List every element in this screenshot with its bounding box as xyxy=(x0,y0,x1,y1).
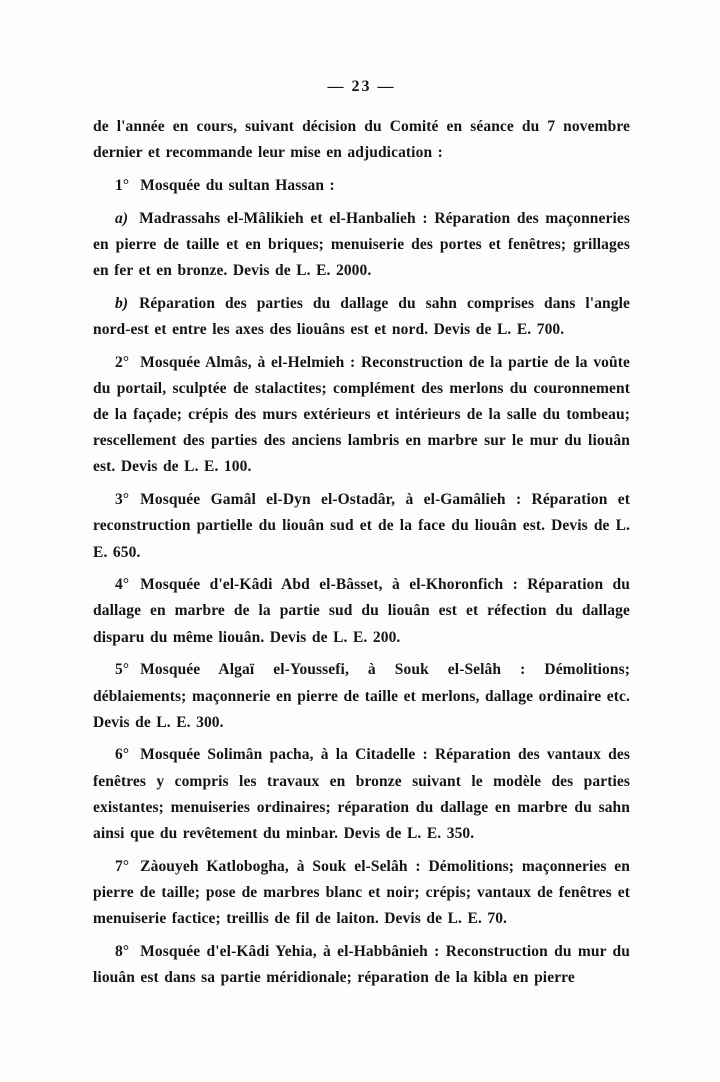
item-label: 3° xyxy=(115,491,130,509)
list-item-b xyxy=(93,291,630,343)
list-item-8 xyxy=(93,939,630,991)
item-label: 5° xyxy=(115,661,130,679)
list-item-5 xyxy=(93,657,630,736)
paragraph-text: Mosquée Algaï el-Youssefi, à Souk el-Selâh : Démolitions; déblaiements; maçonnerie en pierre de taille et merlons, dallage ordinaire etc. Devis de L. E. 300. xyxy=(93,661,630,731)
list-item-7 xyxy=(93,854,630,933)
list-item-a xyxy=(93,206,630,285)
paragraph-text: Mosquée Almâs, à el-Helmieh : Reconstruction de la partie de la voûte du portail, sculptée de stalactites; complément des merlons du couronnement de la façade; crépis des murs extérieurs et intérieurs de la salle du tombeau; rescellement des parties des anciens lambris en marbre sur le mur du liouân est. Devis de L. E. 100. xyxy=(93,353,630,476)
item-label: 6° xyxy=(115,746,130,764)
paragraph-text: Madrassahs el-Mâlikieh et el-Hanbalieh : Réparation des maçonneries en pierre de taille et en briques; menuiserie des portes et fenêtres; grillages en fer et en bronze. Devis de L. E. 2000. xyxy=(93,209,630,280)
item-label: 7° xyxy=(115,857,130,875)
list-item-4 xyxy=(93,572,630,651)
item-label: a) xyxy=(115,209,129,227)
paragraph-text: Mosquée d'el-Kâdi Yehia, à el-Habbânieh : Reconstruction du mur du liouân est dans sa partie méridionale; réparation de la kibla en pierre xyxy=(93,942,630,987)
item-label: 2° xyxy=(115,353,130,371)
paragraph-text: de l'année en cours, suivant décision du Comité en séance du 7 novembre dernier et recommande leur mise en adjudication : xyxy=(93,118,630,162)
paragraph-text: Réparation des parties du dallage du sahn comprises dans l'angle nord-est et entre les axes des liouâns est et nord. Devis de L. E. 700. xyxy=(93,294,630,338)
paragraph-text: Mosquée Gamâl el-Dyn el-Ostadâr, à el-Gamâlieh : Réparation et reconstruction partielle du liouân sud et de la face du liouân est. Devis de L. E. 650. xyxy=(93,491,630,561)
paragraph-continuation xyxy=(93,114,630,166)
item-label: 4° xyxy=(115,576,130,594)
item-label: 1° xyxy=(115,176,130,194)
page-body xyxy=(93,114,630,991)
list-item-1 xyxy=(93,173,630,199)
page-number: — 23 — xyxy=(327,78,396,95)
item-label: b) xyxy=(115,294,129,312)
paragraph-text: Mosquée Solimân pacha, à la Citadelle : Réparation des vantaux des fenêtres y compris les travaux en bronze suivant le modèle des parties existantes; menuiseries ordinaires; réparation du dallage en marbre du sahn ainsi que du revêtement du minbar. Devis de L. E. 350. xyxy=(93,746,630,843)
list-item-6 xyxy=(93,742,630,847)
list-item-2 xyxy=(93,350,630,481)
paragraph-text: Zàouyeh Katlobogha, à Souk el-Selâh : Démolitions; maçonneries en pierre de taille; pose de marbres blanc et noir; crépis; vantaux de fenêtres et menuiserie factice; treillis de fil de laiton. Devis de L. E. 70. xyxy=(93,857,630,928)
paragraph-text: Mosquée d'el-Kâdi Abd el-Bâsset, à el-Khoronfich : Réparation du dallage en marbre de la partie sud du liouân est et réfection du dallage disparu du même liouân. Devis de L. E. 200. xyxy=(93,576,630,646)
item-label: 8° xyxy=(115,942,130,960)
paragraph-text: Mosquée du sultan Hassan : xyxy=(140,176,335,194)
list-item-3 xyxy=(93,487,630,566)
